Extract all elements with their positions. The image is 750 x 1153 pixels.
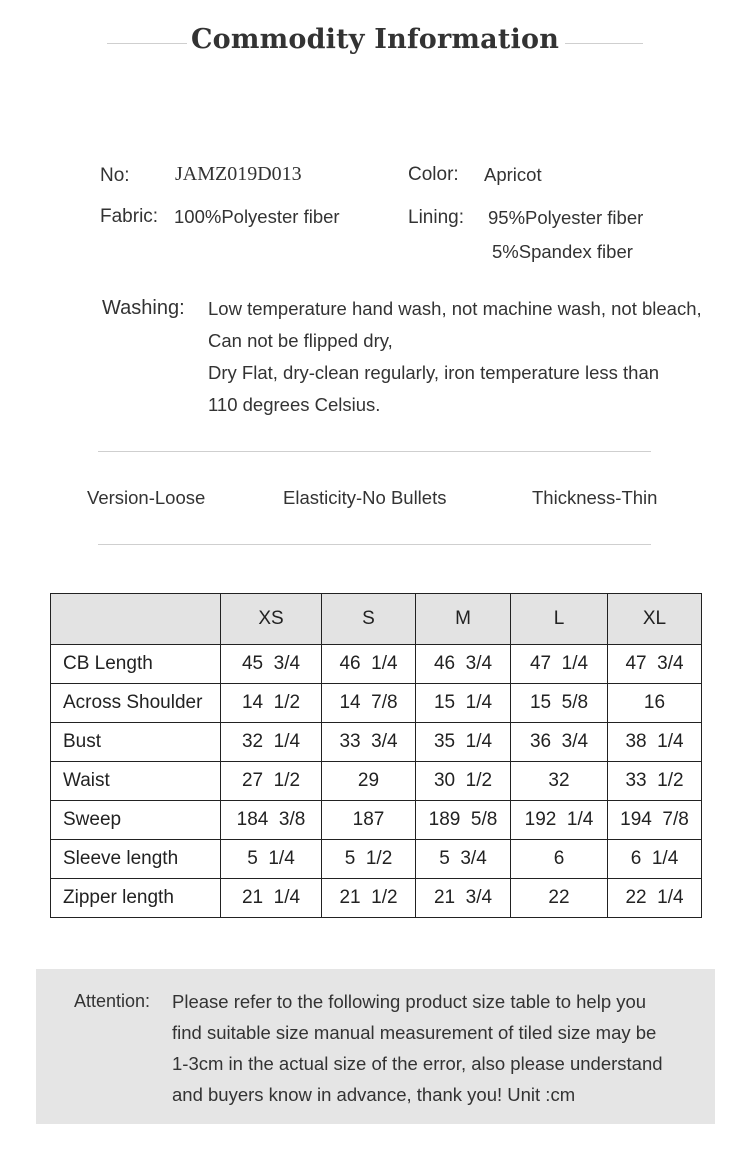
table-cell: 45 3/4 [221,645,322,684]
table-row [51,879,702,918]
row-label: Zipper length [51,879,221,918]
table-cell: 15 1/4 [416,684,511,723]
table-row [51,645,702,684]
row-label: CB Length [51,645,221,684]
table-cell: 5 3/4 [416,840,511,879]
divider-top [98,451,651,452]
attribute-elasticity: Elasticity-No Bullets [283,487,447,508]
attention-line-2: find suitable size manual measurement of tiled size may be [172,1022,657,1043]
table-cell: 16 [608,684,702,723]
table-cell: 22 [511,879,608,918]
lining-value-2: 5%Spandex fiber [492,241,633,262]
no-label: No: [100,165,130,186]
attention-line-3: 1-3cm in the actual size of the error, also please understand [172,1053,663,1074]
color-label: Color: [408,164,459,185]
table-cell: 36 3/4 [511,723,608,762]
attribute-version: Version-Loose [87,487,206,508]
attention-line-4: and buyers know in advance, thank you! Unit :cm [172,1084,576,1105]
table-cell: 6 [511,840,608,879]
fabric-label: Fabric: [100,206,159,227]
attention-label: Attention: [74,991,151,1011]
header-cell-xs: XS [221,594,322,645]
table-cell: 6 1/4 [608,840,702,879]
table-cell: 192 1/4 [511,801,608,840]
row-label: Sweep [51,801,221,840]
header-cell-xl: XL [608,594,702,645]
fabric-value: 100%Polyester fiber [174,206,340,227]
row-label: Waist [51,762,221,801]
lining-value-1: 95%Polyester fiber [488,207,644,228]
table-cell: 184 3/8 [221,801,322,840]
table-cell: 5 1/2 [322,840,416,879]
table-cell: 5 1/4 [221,840,322,879]
washing-label: Washing: [102,297,185,319]
table-cell: 47 3/4 [608,645,702,684]
table-cell: 30 1/2 [416,762,511,801]
table-cell: 189 5/8 [416,801,511,840]
washing-line-2: Can not be flipped dry, [208,330,393,351]
header-cell-empty [51,594,221,645]
washing-line-1: Low temperature hand wash, not machine wash, not bleach, [208,298,702,319]
row-label: Across Shoulder [51,684,221,723]
size-table-header [51,594,702,645]
attention-line-1: Please refer to the following product size table to help you [172,991,647,1012]
table-cell: 29 [322,762,416,801]
lining-label: Lining: [408,207,464,228]
no-value: JAMZ019D013 [175,163,302,185]
divider-bottom [98,544,651,545]
header-cell-m: M [416,594,511,645]
table-row [51,840,702,879]
table-cell: 22 1/4 [608,879,702,918]
table-row [51,762,702,801]
page-title: Commodity Information [190,24,560,55]
table-cell: 194 7/8 [608,801,702,840]
washing-line-3: Dry Flat, dry-clean regularly, iron temperature less than [208,362,660,383]
table-cell: 46 3/4 [416,645,511,684]
table-cell: 21 3/4 [416,879,511,918]
table-cell: 187 [322,801,416,840]
color-value: Apricot [484,164,542,185]
row-label: Sleeve length [51,840,221,879]
table-cell: 21 1/4 [221,879,322,918]
row-label: Bust [51,723,221,762]
table-cell: 46 1/4 [322,645,416,684]
table-cell: 47 1/4 [511,645,608,684]
table-row [51,801,702,840]
table-cell: 32 1/4 [221,723,322,762]
attribute-thickness: Thickness-Thin [532,487,658,508]
table-cell: 15 5/8 [511,684,608,723]
table-cell: 27 1/2 [221,762,322,801]
washing-line-4: 110 degrees Celsius. [208,394,381,415]
table-cell: 32 [511,762,608,801]
table-cell: 33 1/2 [608,762,702,801]
table-cell: 21 1/2 [322,879,416,918]
table-cell: 14 7/8 [322,684,416,723]
table-cell: 38 1/4 [608,723,702,762]
table-row [51,723,702,762]
table-cell: 33 3/4 [322,723,416,762]
header-cell-l: L [511,594,608,645]
table-row [51,684,702,723]
header-cell-s: S [322,594,416,645]
table-cell: 14 1/2 [221,684,322,723]
table-cell: 35 1/4 [416,723,511,762]
size-table [50,593,702,918]
